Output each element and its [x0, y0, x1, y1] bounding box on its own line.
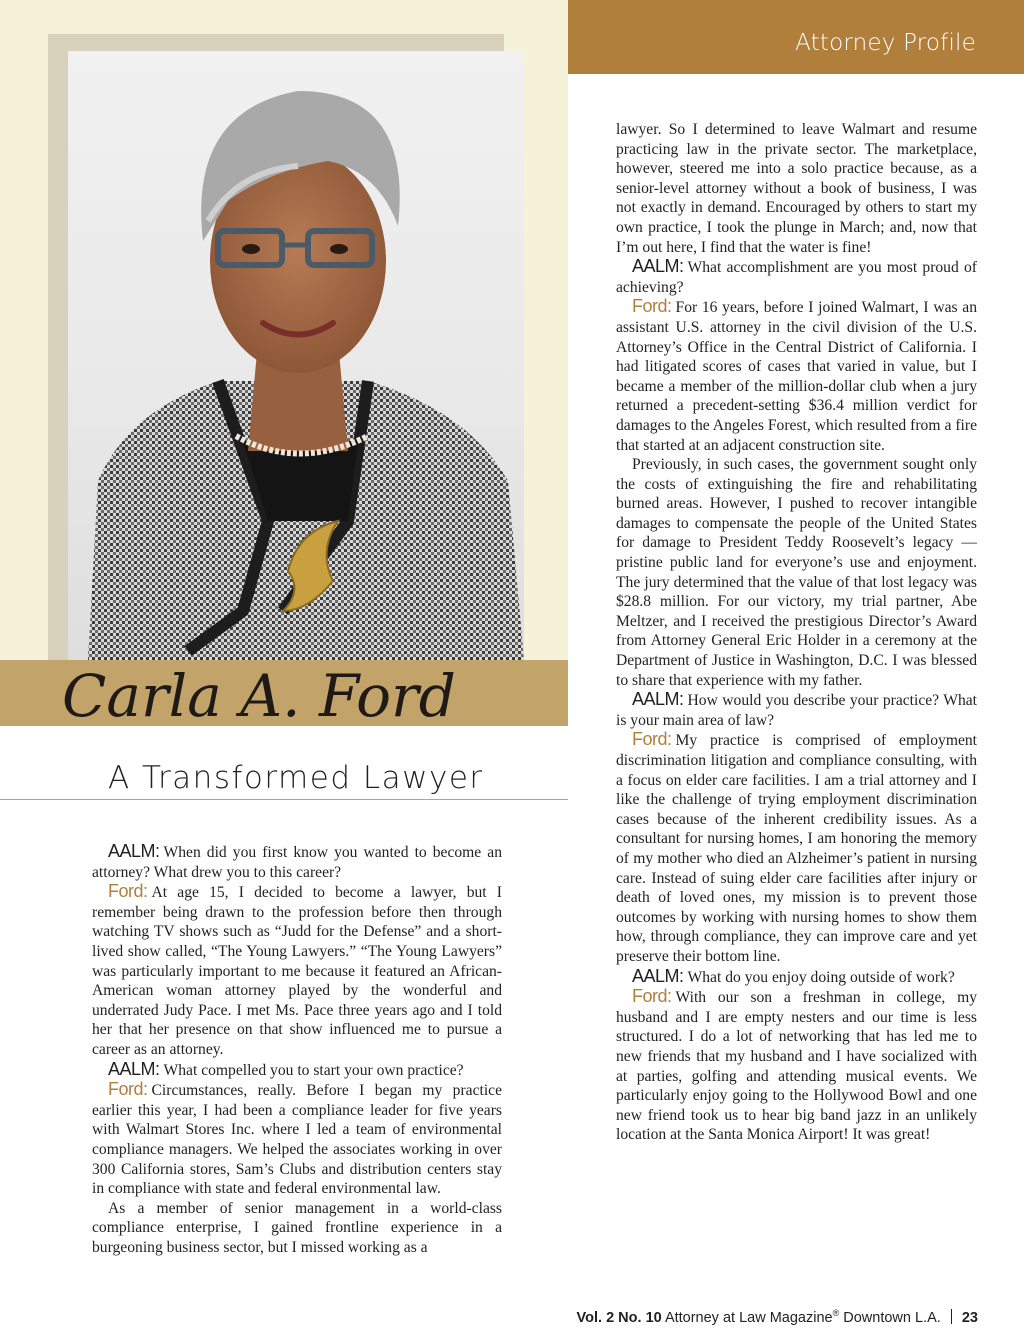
name-text: Carla A. Ford — [62, 662, 456, 730]
registered-mark: ® — [832, 1308, 840, 1318]
section-header — [568, 0, 1024, 74]
aalm-tag: AALM: — [632, 689, 684, 710]
aalm-tag: AALM: — [632, 256, 684, 277]
name-signature — [0, 648, 568, 738]
question-text: What compelled you to start your own practice? — [163, 1061, 464, 1079]
body-paragraph: lawyer. So I determined to leave Walmart and resume practicing law in the private sector. The marketplace, however, steered me into a solo practice because, as a senior-level attorney without a book of business, I was not exactly in demand. Encouraged by others to start my own practice, I took the plunge in March; and, now that I’m out here, I find that the water is fine! — [616, 121, 977, 256]
question-paragraph — [92, 842, 502, 882]
answer-paragraph — [616, 297, 977, 455]
portrait-illustration — [68, 51, 524, 660]
answer-paragraph — [616, 730, 977, 966]
question-paragraph — [616, 967, 977, 988]
question-paragraph — [616, 257, 977, 297]
portrait-photo — [68, 51, 524, 660]
footer-volume: Vol. 2 No. 10 — [576, 1309, 662, 1326]
divider — [0, 799, 568, 800]
left-column — [92, 842, 502, 1257]
ford-tag: Ford: — [632, 986, 672, 1007]
answer-paragraph — [616, 987, 977, 1145]
ford-tag: Ford: — [632, 296, 672, 317]
answer-text: Circumstances, really. Before I began my practice earlier this year, I had been a compliance leader for five years with Walmart Stores Inc. where I led a team of environmental compliance managers. We helped the associates working in over 300 California stores, Sam’s Clubs and distribution centers stay in compliance with state and federal environmental law. — [92, 1082, 502, 1198]
body-paragraph: As a member of senior management in a world-class compliance enterprise, I gained frontline experience in a burgeoning business sector, but I missed working as a — [92, 1199, 502, 1256]
footer-edition: Downtown L.A. — [843, 1309, 941, 1326]
footer-magazine: Attorney at Law Magazine — [664, 1309, 833, 1326]
question-paragraph — [616, 690, 977, 730]
body-paragraph: Previously, in such cases, the government sought only the costs of extinguishing the fire and rehabilitating burned areas. However, I pushed to recover intangible damages to compensate the people of the United States for damage to President Teddy Roosevelt’s legacy — pristine public land for everyone’s use and enjoyment. The jury determined that the value of that lost legacy was $28.8 million. For our victory, my trial partner, Abe Meltzer, and I received the prestigious Director’s Award from Attorney General Eric Holder in a ceremony at the Department of Justice in Washington, D.C. I was blessed to share that experience with my father. — [616, 456, 977, 689]
ford-tag: Ford: — [108, 1079, 148, 1100]
aalm-tag: AALM: — [108, 1058, 160, 1079]
answer-paragraph — [92, 882, 502, 1059]
page-number: 23 — [961, 1309, 978, 1326]
ford-tag: Ford: — [632, 729, 672, 750]
question-paragraph — [92, 1060, 502, 1081]
question-text: What accomplishment are you most proud of achieving? — [616, 259, 977, 296]
question-text: What do you enjoy doing outside of work? — [687, 968, 955, 986]
section-title: Attorney Profile — [795, 30, 976, 56]
answer-text: With our son a freshman in college, my husband and I are empty nesters and our time is less structured. I do a lot of networking that has led me to new friends that my husband and I have socialized with at parties, golfing and attending musical events. We particularly enjoy going to the Hollywood Bowl and one new friend took us to hear big band jazz in an unlikely location at the Santa Monica Airport! It was great! — [616, 989, 977, 1144]
answer-paragraph — [92, 1080, 502, 1199]
aalm-tag: AALM: — [632, 965, 684, 986]
aalm-tag: AALM: — [108, 841, 160, 861]
answer-text: My practice is comprised of employment discrimination litigation and compliance consulting, with a focus on elder care facilities. I am a trial attorney and I like the challenge of trying employment discrimination cases because of the inherent credibility issues. As a consultant for nursing homes, I am honoring the memory of my mother who died an Alzheimer’s patient in nursing care. Instead of suing elder care facilities after injury or death of loved ones, my mission is to prevent those outcomes by working with nursing homes to show them how, through compliance, they can improve care and yet preserve their bottom line. — [616, 732, 977, 965]
footer-separator — [951, 1309, 952, 1324]
article-subtitle: A Transformed Lawyer — [108, 760, 484, 796]
question-text: When did you first know you wanted to become an attorney? What drew you to this career? — [92, 844, 502, 881]
question-text: How would you describe your practice? What is your main area of law? — [616, 692, 977, 729]
answer-text: At age 15, I decided to become a lawyer, but I remember being drawn to the profession before then through watching TV shows such as “Judd for the Defense” and a short-lived show called, “The Young Lawyers.” “The Young Lawyers” was particularly important to me because it featured an African-American woman attorney played by the wonderful and underrated Judy Pace. I met Ms. Pace three years ago and I told her that her presence on that show influenced me to pursue a career as an attorney. — [92, 884, 502, 1058]
answer-text: For 16 years, before I joined Walmart, I was an assistant U.S. attorney in the civil division of the U.S. Attorney’s Office in the Central District of California. I had litigated scores of cases that varied in value, but I became a member of the million-dollar club when a jury returned a precedent-setting $36.4 million verdict for damages to the Angeles Forest, which resulted from a fire that started at an adjacent construction site. — [616, 299, 977, 454]
page-footer — [577, 1308, 978, 1326]
right-column — [616, 120, 977, 1145]
ford-tag: Ford: — [108, 881, 148, 902]
